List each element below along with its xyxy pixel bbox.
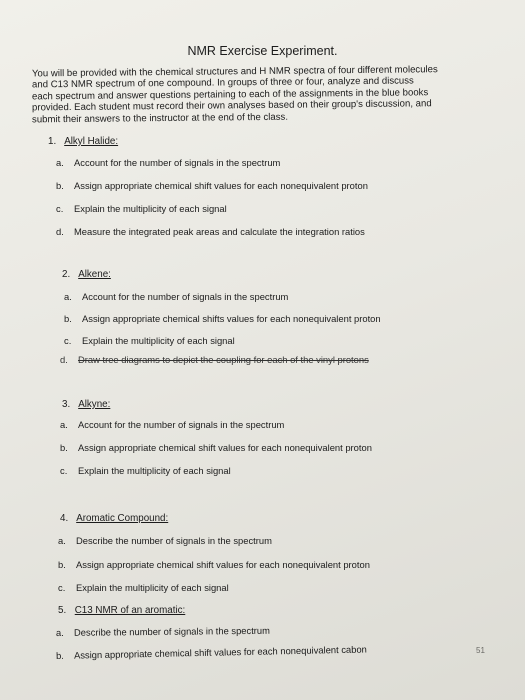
item-letter: a. xyxy=(58,535,66,546)
list-item xyxy=(60,419,284,430)
section-number: 2. xyxy=(62,269,71,280)
item-text: Account for the number of signals in the spectrum xyxy=(82,291,289,302)
item-text: Describe the number of signals in the spectrum xyxy=(73,624,270,638)
list-item xyxy=(64,335,235,346)
section-number: 4. xyxy=(60,513,69,524)
item-text: Assign appropriate chemical shifts values for each nonequivalent proton xyxy=(82,313,381,324)
list-item xyxy=(56,203,227,214)
item-letter: c. xyxy=(56,203,64,214)
item-letter: a. xyxy=(56,157,64,168)
page-title: NMR Exercise Experiment. xyxy=(187,44,338,58)
item-text: Measure the integrated peak areas and calculate the integration ratios xyxy=(74,226,365,237)
section-number: 1. xyxy=(48,136,57,147)
list-item xyxy=(60,465,231,476)
list-item xyxy=(64,291,288,302)
section-heading xyxy=(58,605,185,616)
section-title: Alkene: xyxy=(78,269,111,280)
item-text: Explain the multiplicity of each signal xyxy=(76,582,229,593)
list-item xyxy=(56,180,368,191)
item-text: Assign appropriate chemical shift values for each nonequivalent cabon xyxy=(73,643,367,661)
item-letter: b. xyxy=(60,442,68,453)
intro-line: submit their answers to the instructor at the end of the class. xyxy=(31,111,289,126)
section-title: Alkyne: xyxy=(78,399,111,410)
list-item-struck xyxy=(60,354,369,365)
item-letter: b. xyxy=(58,559,66,570)
list-item xyxy=(56,643,367,661)
item-letter: b. xyxy=(56,180,64,191)
intro-line: each spectrum and answer questions pertaining to each of the assignments in the blue books xyxy=(31,87,429,103)
intro-line: You will be provided with the chemical structures and H NMR spectra of four different molecules xyxy=(31,64,438,80)
list-item xyxy=(58,559,370,570)
list-item xyxy=(56,625,270,638)
section-title: Aromatic Compound: xyxy=(76,513,169,524)
section-heading xyxy=(60,513,168,524)
item-letter: b. xyxy=(55,649,64,661)
item-letter: c. xyxy=(58,582,66,593)
list-item xyxy=(60,442,372,453)
item-letter: d. xyxy=(56,226,64,237)
intro-line: and C13 NMR spectrum of one compound. In groups of three or four, analyze and discuss xyxy=(31,75,414,91)
list-item xyxy=(56,157,280,168)
section-title: Alkyl Halide: xyxy=(64,136,119,147)
item-text: Describe the number of signals in the spectrum xyxy=(76,535,272,546)
section-heading xyxy=(62,269,111,280)
section-number: 3. xyxy=(62,399,71,410)
section-heading xyxy=(48,136,118,147)
section-title: C13 NMR of an aromatic: xyxy=(74,605,186,616)
item-text: Account for the number of signals in the spectrum xyxy=(78,419,285,430)
item-letter: d. xyxy=(60,354,68,365)
section-heading xyxy=(62,399,110,410)
list-item xyxy=(56,226,365,237)
list-item xyxy=(58,535,272,546)
item-text: Assign appropriate chemical shift values for each nonequivalent proton xyxy=(78,442,372,453)
item-letter: a. xyxy=(60,419,68,430)
page-number: 51 xyxy=(476,646,485,655)
item-letter: c. xyxy=(60,465,68,476)
list-item xyxy=(64,313,381,324)
item-text: Assign appropriate chemical shift values for each nonequivalent proton xyxy=(76,559,370,570)
item-text: Explain the multiplicity of each signal xyxy=(74,203,227,214)
item-text: Explain the multiplicity of each signal xyxy=(82,335,235,346)
section-number: 5. xyxy=(58,605,67,616)
item-text: Explain the multiplicity of each signal xyxy=(78,465,231,476)
item-letter: b. xyxy=(64,313,72,324)
intro-paragraph xyxy=(31,64,492,126)
item-letter: c. xyxy=(64,335,72,346)
item-text: Assign appropriate chemical shift values for each nonequivalent proton xyxy=(74,180,368,191)
item-letter: a. xyxy=(55,626,64,638)
item-letter: a. xyxy=(64,291,72,302)
item-text: Account for the number of signals in the spectrum xyxy=(74,157,281,168)
intro-line: provided. Each student must record their own analyses based on their group's discussion, and xyxy=(31,98,432,114)
list-item xyxy=(58,582,229,593)
item-text: Draw tree diagrams to depict the coupling for each of the vinyl protons xyxy=(78,354,369,365)
